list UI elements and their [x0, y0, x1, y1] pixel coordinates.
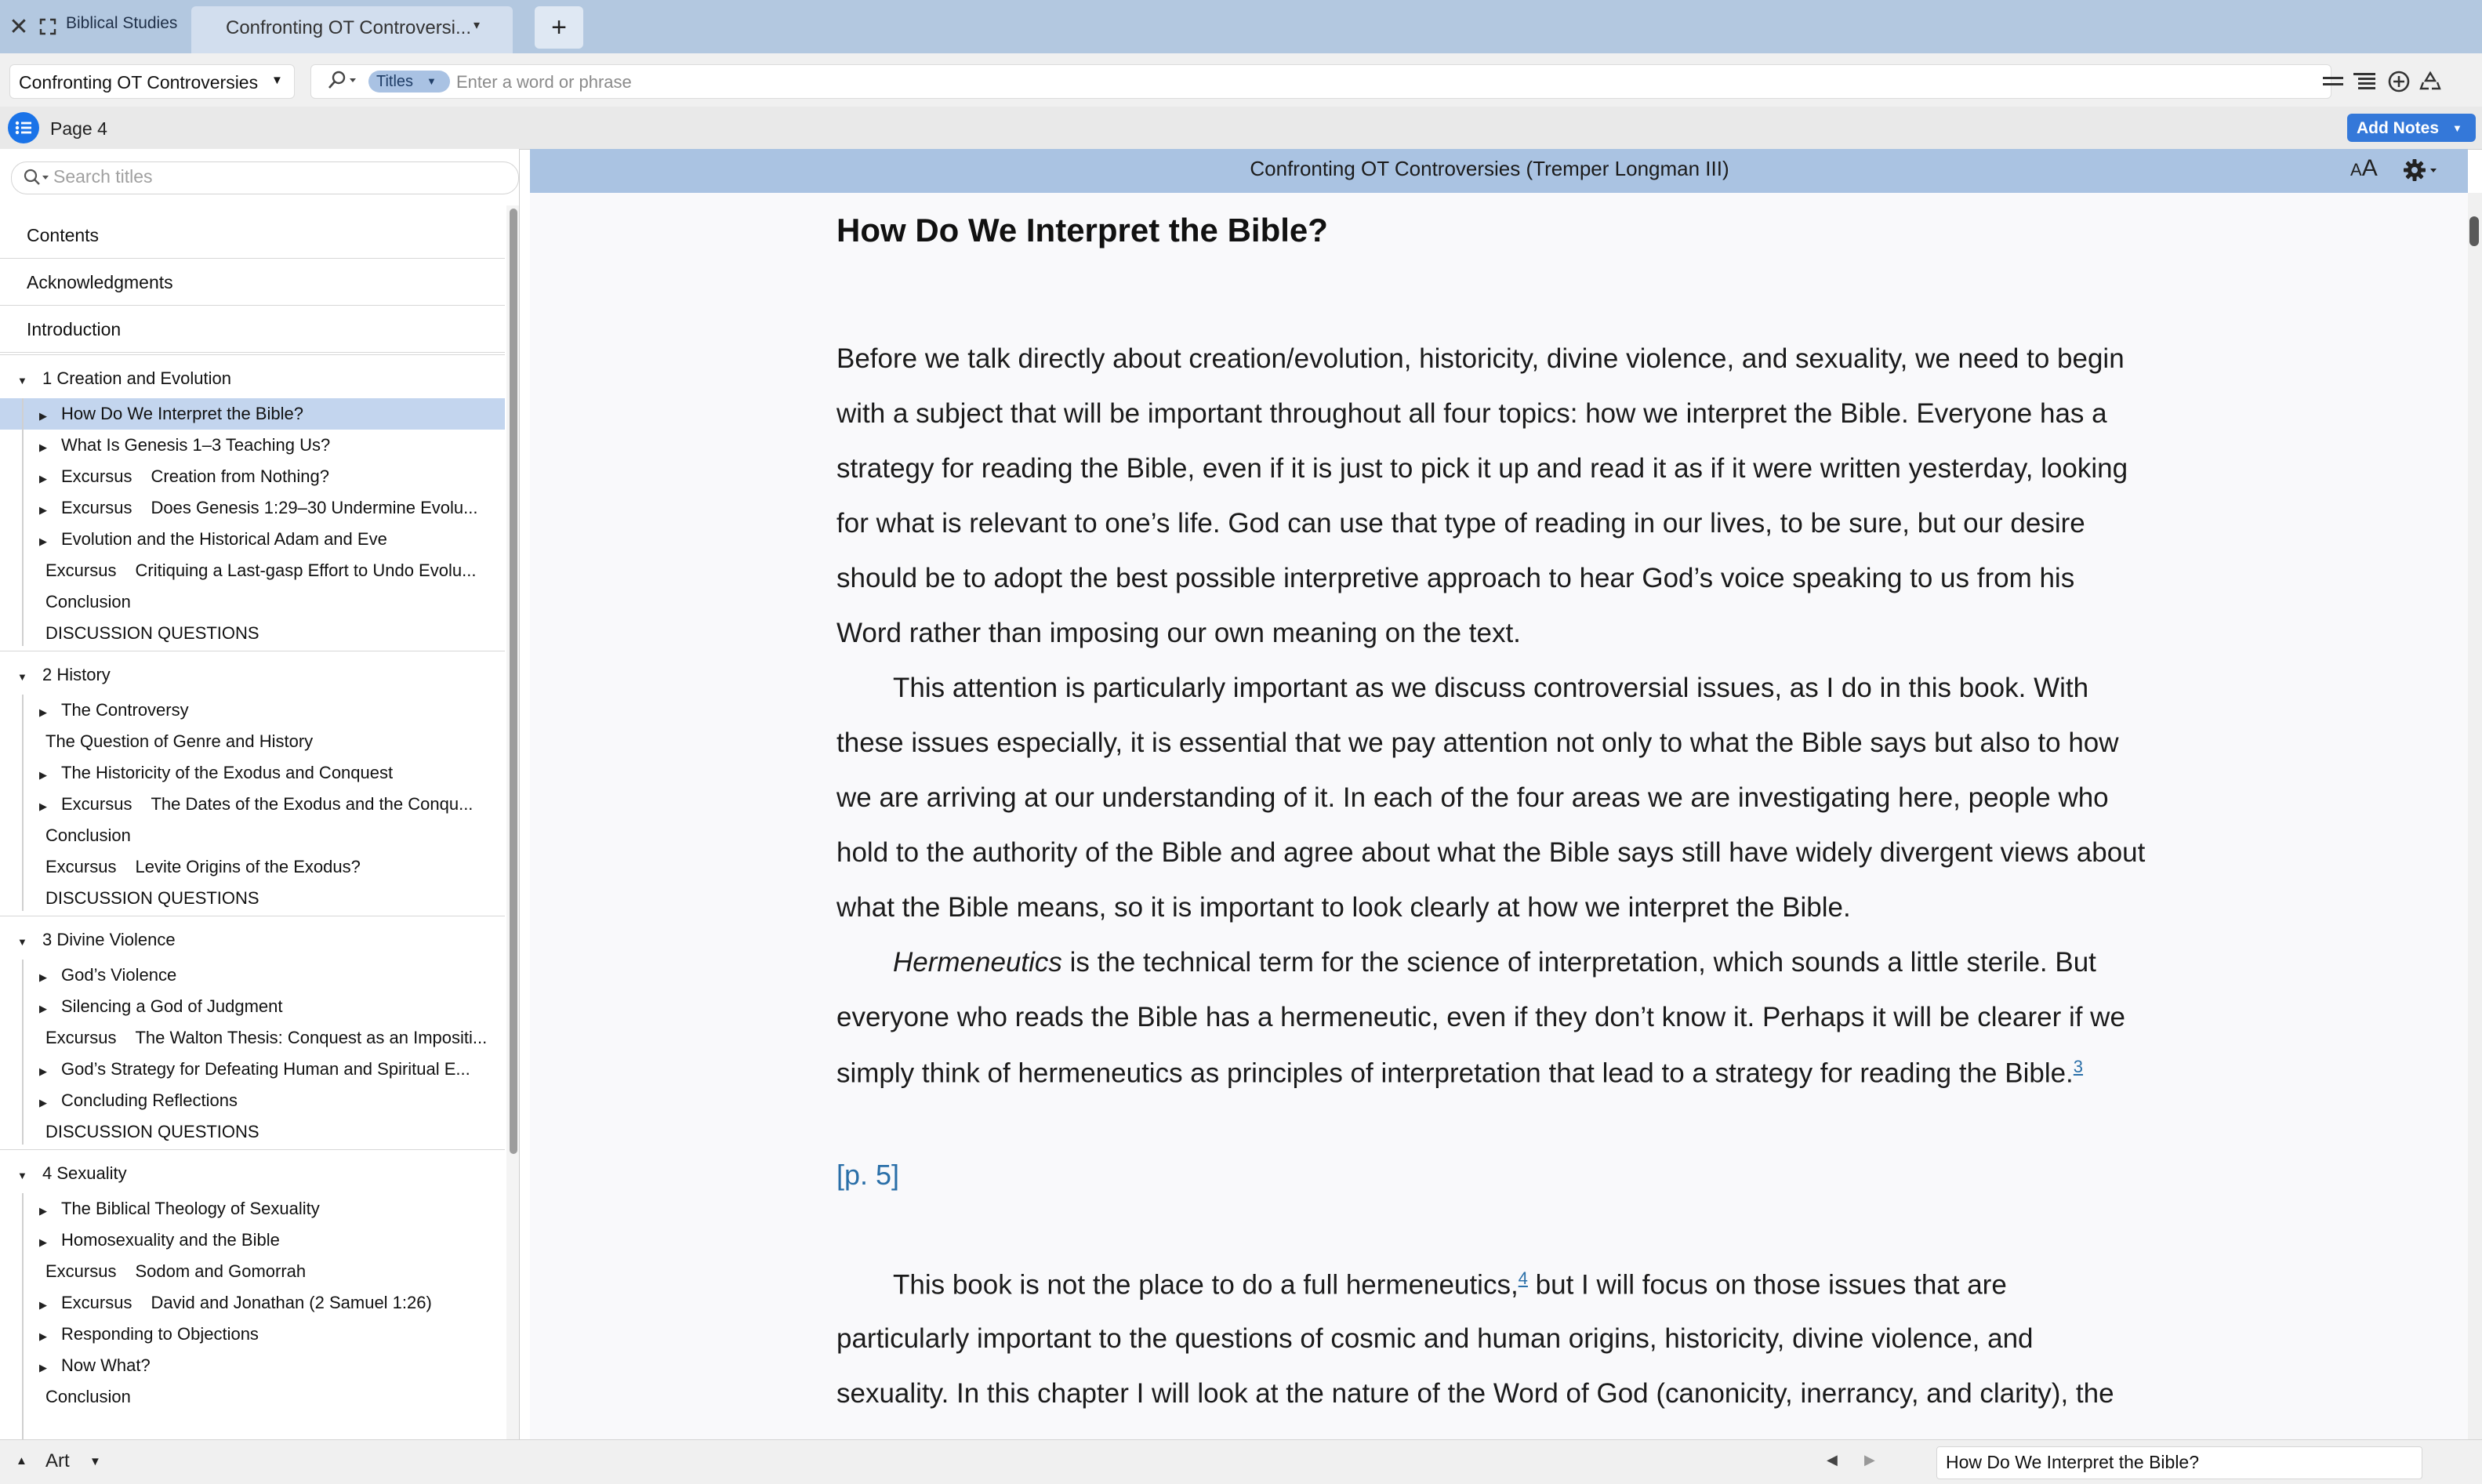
toc-item-label: Creation from Nothing? [151, 466, 329, 486]
chevron-down-icon[interactable]: ▼ [271, 74, 283, 87]
expand-icon[interactable] [34, 11, 61, 42]
toc-item[interactable] [0, 1154, 505, 1193]
collapse-triangle-icon[interactable]: ▼ [17, 375, 27, 386]
toc-item-label: How Do We Interpret the Bible? [61, 404, 303, 423]
equals-icon[interactable] [2317, 66, 2349, 97]
text-line: what the Bible means, so it is important to look clearly at how we interpret the Bible. [836, 892, 1851, 923]
close-icon[interactable]: ✕ [9, 13, 29, 40]
expand-triangle-icon[interactable]: ▶ [39, 1299, 47, 1311]
chevron-down-icon[interactable]: ▼ [89, 1455, 101, 1468]
text-span: simply think of hermeneutics as principles of interpretation that lead to a strategy for reading the Bible. [836, 1058, 2074, 1089]
toc-item[interactable] [0, 259, 505, 306]
chevron-down-icon[interactable]: ▼ [2452, 122, 2462, 134]
text-line: we are arriving at our understanding of it. In each of the four areas we are investigating here, people who [836, 782, 2109, 813]
footnote-link[interactable]: 4 [1518, 1268, 1528, 1288]
toc-guide-line [22, 695, 24, 911]
toc-guide-line [22, 398, 24, 646]
toc-item-label: Conclusion [45, 592, 131, 611]
new-tab-button[interactable]: + [535, 6, 583, 49]
back-icon[interactable]: ◀ [1827, 1452, 1838, 1468]
text-line: particularly important to the questions of cosmic and human origins, historicity, divine violence, and [836, 1323, 2034, 1354]
expand-triangle-icon[interactable]: ▶ [39, 441, 47, 453]
expand-triangle-icon[interactable]: ▶ [39, 535, 47, 547]
expand-triangle-icon[interactable]: ▶ [39, 1362, 47, 1373]
text-span: is the technical term for the science of interpretation, which sounds a little sterile. But [1061, 947, 2096, 978]
toc-item[interactable] [0, 492, 505, 524]
toc-item-label: Contents [27, 225, 100, 245]
toc-item-label: Levite Origins of the Exodus? [135, 857, 361, 876]
page-marker-link[interactable]: [p. 5] [836, 1159, 900, 1191]
workspace-label[interactable]: Biblical Studies [66, 14, 178, 32]
toc-item[interactable] [0, 212, 505, 259]
text-line [893, 947, 2096, 978]
toc-item[interactable] [0, 960, 505, 991]
search-options-icon[interactable] [320, 67, 359, 94]
text-line: strategy for reading the Bible, even if it is just to pick it up and read it as if it were written yesterday, looking [836, 453, 2128, 484]
toc-item-label: Acknowledgments [27, 272, 173, 292]
toc-item[interactable] [0, 655, 505, 695]
reader-pane[interactable] [530, 193, 2468, 1439]
toc-item-label: DISCUSSION QUESTIONS [45, 623, 259, 643]
toc-item-label: David and Jonathan (2 Samuel 1:26) [151, 1293, 432, 1312]
forward-icon[interactable]: ▶ [1864, 1452, 1875, 1468]
expand-triangle-icon[interactable]: ▶ [39, 769, 47, 781]
toc-item-label: Silencing a God of Judgment [61, 996, 283, 1016]
text-line [893, 1268, 2007, 1301]
toc-item[interactable] [0, 359, 505, 398]
page-bar [0, 107, 2482, 150]
toc-item-label: The Dates of the Exodus and the Conqu... [151, 794, 474, 814]
collapse-triangle-icon[interactable]: ▼ [17, 671, 27, 683]
toc-item[interactable] [0, 820, 505, 851]
text-line: Word rather than imposing our own meaning on the text. [836, 618, 1521, 648]
toc-item-selected[interactable] [0, 398, 505, 430]
font-size-icon[interactable]: AA [2350, 155, 2378, 181]
search-icon [17, 166, 53, 190]
toc-item-label: God’s Violence [61, 965, 177, 985]
toc-item-label: Conclusion [45, 1387, 131, 1406]
toc-item[interactable] [0, 1381, 505, 1413]
chevron-up-icon[interactable]: ▲ [16, 1454, 27, 1468]
toc-item[interactable] [0, 306, 505, 353]
toc-item-label: Conclusion [45, 825, 131, 845]
toc-item-label: The Question of Genre and History [45, 731, 314, 751]
book-title: Confronting OT Controversies (Tremper Longman III) [1250, 157, 1729, 180]
toc-guide-line [22, 1193, 24, 1439]
toc-item[interactable] [0, 1022, 505, 1054]
toc-item[interactable] [0, 1319, 505, 1350]
expand-triangle-icon[interactable]: ▶ [39, 473, 47, 484]
contents-toggle-icon[interactable] [8, 112, 39, 143]
expand-triangle-icon[interactable]: ▶ [39, 800, 47, 812]
toc-item-prefix: Excursus [61, 1293, 132, 1312]
toc-item[interactable] [0, 555, 505, 586]
toc-item[interactable] [0, 524, 505, 555]
expand-triangle-icon[interactable]: ▶ [39, 971, 47, 983]
search-placeholder[interactable]: Enter a word or phrase [456, 72, 632, 92]
toc-item[interactable] [0, 757, 505, 789]
section-heading: How Do We Interpret the Bible? [836, 212, 1328, 249]
toc-item-label: Sodom and Gomorrah [135, 1261, 307, 1281]
toc-item-prefix: Excursus [45, 561, 117, 580]
text-line [836, 1057, 2083, 1090]
toc-item-prefix: Excursus [61, 466, 132, 486]
toc-item[interactable] [0, 1116, 505, 1148]
toc-item[interactable] [0, 991, 505, 1022]
toc-item[interactable] [0, 1287, 505, 1319]
page-indicator: Page 4 [50, 118, 107, 139]
toc-item-label: 2 History [42, 665, 111, 684]
text-line: Before we talk directly about creation/evolution, historicity, divine violence, and sexuality, we need to begin [836, 343, 2125, 374]
toc-item[interactable] [0, 1193, 505, 1225]
toc-item-label: Responding to Objections [61, 1324, 259, 1344]
toc-separator [0, 354, 505, 355]
toc-item-label: The Biblical Theology of Sexuality [61, 1199, 320, 1218]
text-line: sexuality. In this chapter I will look at the nature of the Word of God (canonicity, inerrancy, and clarity), the [836, 1378, 2114, 1409]
expand-triangle-icon[interactable]: ▶ [39, 706, 47, 718]
add-circle-icon[interactable] [2383, 66, 2415, 97]
location-label[interactable]: How Do We Interpret the Bible? [1946, 1452, 2200, 1472]
title-search-placeholder[interactable]: Search titles [53, 166, 153, 187]
toc-item-label: DISCUSSION QUESTIONS [45, 1122, 259, 1141]
toc-item-label: Critiquing a Last-gasp Effort to Undo Evolu... [135, 561, 477, 580]
toc-item-prefix: Excursus [45, 1028, 117, 1047]
text-line: with a subject that will be important throughout all four topics: how we interpret the Bible. Everyone has a [836, 398, 2107, 429]
toc-item-label: 4 Sexuality [42, 1163, 127, 1183]
text-line: these issues especially, it is essential that we pay attention not only to what the Bible says but also to how [836, 727, 2119, 758]
text-lines-icon[interactable] [2349, 66, 2380, 97]
toc-item-label: Homosexuality and the Bible [61, 1230, 280, 1250]
toc-item[interactable] [0, 726, 505, 757]
toc-item-label: Introduction [27, 319, 122, 339]
expand-triangle-icon[interactable]: ▶ [39, 1236, 47, 1248]
resource-selector-label[interactable]: Confronting OT Controversies [19, 72, 259, 93]
toc-item-label: God’s Strategy for Defeating Human and Spiritual E... [61, 1059, 470, 1079]
toc-guide-line [22, 960, 24, 1145]
text-line: everyone who reads the Bible has a hermeneutic, even if they don’t know it. Perhaps it will be clearer if we [836, 1002, 2125, 1032]
toc-item-label: DISCUSSION QUESTIONS [45, 888, 259, 908]
tab-menu-icon[interactable]: ▾ [474, 19, 481, 32]
toc-item[interactable] [0, 883, 505, 914]
expand-triangle-icon[interactable]: ▶ [39, 1097, 47, 1108]
add-notes-label[interactable]: Add Notes [2357, 119, 2439, 137]
text-line: should be to adopt the best possible interpretive approach to hear God’s voice speaking to us from his [836, 563, 2075, 593]
toc-item-label: 3 Divine Violence [42, 930, 176, 949]
toc-item[interactable] [0, 461, 505, 492]
text-line: hold to the authority of the Bible and agree about what the Bible says still have widely divergent views about [836, 837, 2146, 868]
toc-item-label: Now What? [61, 1355, 151, 1375]
chevron-down-icon[interactable]: ▼ [426, 75, 437, 87]
footnote-link[interactable]: 3 [2073, 1057, 2084, 1076]
toc-item-label: 1 Creation and Evolution [42, 368, 231, 388]
reader-scroll-thumb[interactable] [2469, 216, 2479, 246]
expand-triangle-icon[interactable]: ▶ [39, 1065, 47, 1077]
toc-item-prefix: Excursus [45, 1261, 117, 1281]
search-scope-label[interactable]: Titles [376, 73, 414, 90]
text-line: for what is relevant to one’s life. God can use that type of reading in our lives, to be sure, but our desire [836, 508, 2085, 539]
panel-selector-label[interactable]: Art [45, 1450, 70, 1471]
toc-item-label: The Historicity of the Exodus and Conquest [61, 763, 394, 782]
toc-item-prefix: Excursus [61, 794, 132, 814]
toc-item[interactable] [0, 1054, 505, 1085]
text-line: This attention is particularly important as we discuss controversial issues, as I do in this book. With [893, 673, 2089, 703]
collapse-triangle-icon[interactable]: ▼ [17, 1170, 27, 1181]
toc-item[interactable] [0, 430, 505, 461]
toc-item-label: The Controversy [61, 700, 189, 720]
toc-item-label: What Is Genesis 1–3 Teaching Us? [61, 435, 331, 455]
sidebar-scroll-thumb[interactable] [510, 209, 517, 1154]
toc-item[interactable] [0, 618, 505, 649]
gear-icon[interactable] [2402, 155, 2438, 185]
text-span: but I will focus on those issues that are [1527, 1269, 2007, 1301]
toc-item[interactable] [0, 1225, 505, 1256]
expand-triangle-icon[interactable]: ▶ [39, 1330, 47, 1342]
toc-item-prefix: Excursus [45, 857, 117, 876]
term-hermeneutics: Hermeneutics [893, 947, 1062, 978]
toc-item-label: Does Genesis 1:29–30 Undermine Evolu... [151, 498, 478, 517]
toc-item[interactable] [0, 920, 505, 960]
toc-item[interactable] [0, 789, 505, 820]
toc-item[interactable] [0, 1350, 505, 1381]
toc-item-label: Evolution and the Historical Adam and Eve [61, 529, 387, 549]
toc-separator [0, 352, 505, 353]
toc-item[interactable] [0, 586, 505, 618]
toc-item-label: Concluding Reflections [61, 1090, 238, 1110]
tab-label[interactable]: Confronting OT Controversi... [226, 17, 472, 38]
expand-triangle-icon[interactable]: ▶ [39, 1003, 47, 1014]
text-span: This book is not the place to do a full hermeneutics, [893, 1269, 1519, 1301]
toc-item[interactable] [0, 1256, 505, 1287]
toc-item-label: The Walton Thesis: Conquest as an Impositi... [135, 1028, 488, 1047]
sync-icon[interactable] [2415, 66, 2446, 97]
toc-item[interactable] [0, 1085, 505, 1116]
toc-item-prefix: Excursus [61, 498, 132, 517]
toc-item[interactable] [0, 695, 505, 726]
toc-separator [0, 1149, 505, 1150]
reader-scrollbar[interactable] [2468, 193, 2482, 1439]
toc-item[interactable] [0, 851, 505, 883]
expand-triangle-icon[interactable]: ▶ [39, 410, 47, 422]
expand-triangle-icon[interactable]: ▶ [39, 504, 47, 516]
expand-triangle-icon[interactable]: ▶ [39, 1205, 47, 1217]
collapse-triangle-icon[interactable]: ▼ [17, 936, 27, 948]
